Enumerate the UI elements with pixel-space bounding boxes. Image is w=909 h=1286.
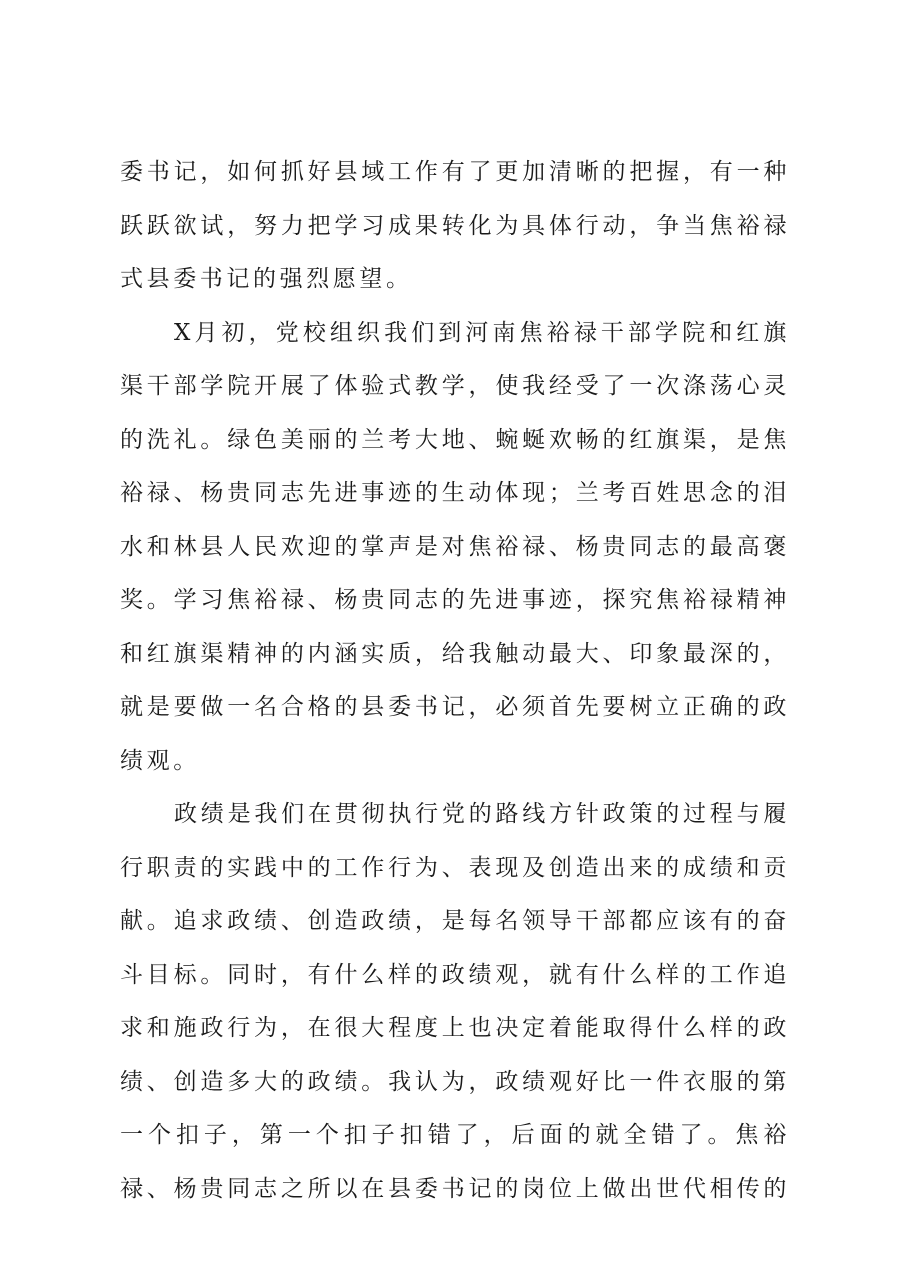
text-line: 跃跃欲试，努力把学习成果转化为具体行动，争当焦裕禄 [120,212,790,239]
text-line: 绩、创造多大的政绩。我认为，政绩观好比一件衣服的第 [120,1068,790,1095]
text-line: 禄、杨贵同志之所以在县委书记的岗位上做出世代相传的 [120,1175,790,1202]
text-line: 委书记，如何抓好县域工作有了更加清晰的把握，有一种 [120,159,790,185]
text-line: 行职责的实践中的工作行为、表现及创造出来的成绩和贡 [120,854,790,881]
text-line: 的洗礼。绿色美丽的兰考大地、蜿蜒欢畅的红旗渠，是焦 [120,426,790,453]
text-line: 渠干部学院开展了体验式教学，使我经受了一次涤荡心灵 [120,373,790,399]
text-line: X月初，党校组织我们到河南焦裕禄干部学院和红旗 [174,319,790,346]
text-line: 斗目标。同时，有什么样的政绩观，就有什么样的工作追 [120,961,790,988]
text-line: 就是要做一名合格的县委书记，必须首先要树立正确的政 [120,694,790,720]
text-line: 裕禄、杨贵同志先进事迹的生动体现；兰考百姓思念的泪 [120,480,790,506]
body-text [120,146,790,1216]
text-line: 水和林县人民欢迎的掌声是对焦裕禄、杨贵同志的最高褒 [120,533,790,560]
text-line: 献。追求政绩、创造政绩，是每名领导干部都应该有的奋 [120,908,790,934]
text-line: 奖。学习焦裕禄、杨贵同志的先进事迹，探究焦裕禄精神 [120,587,790,613]
text-line: 绩观。 [120,747,200,774]
text-line: 一个扣子，第一个扣子扣错了，后面的就全错了。焦裕 [120,1122,790,1148]
text-line: 政绩是我们在贯彻执行党的路线方针政策的过程与履 [174,801,790,827]
text-line: 和红旗渠精神的内涵实质，给我触动最大、印象最深的， [120,640,790,667]
text-line: 求和施政行为，在很大程度上也决定着能取得什么样的政 [120,1015,790,1041]
text-line: 式县委书记的强烈愿望。 [120,266,413,292]
